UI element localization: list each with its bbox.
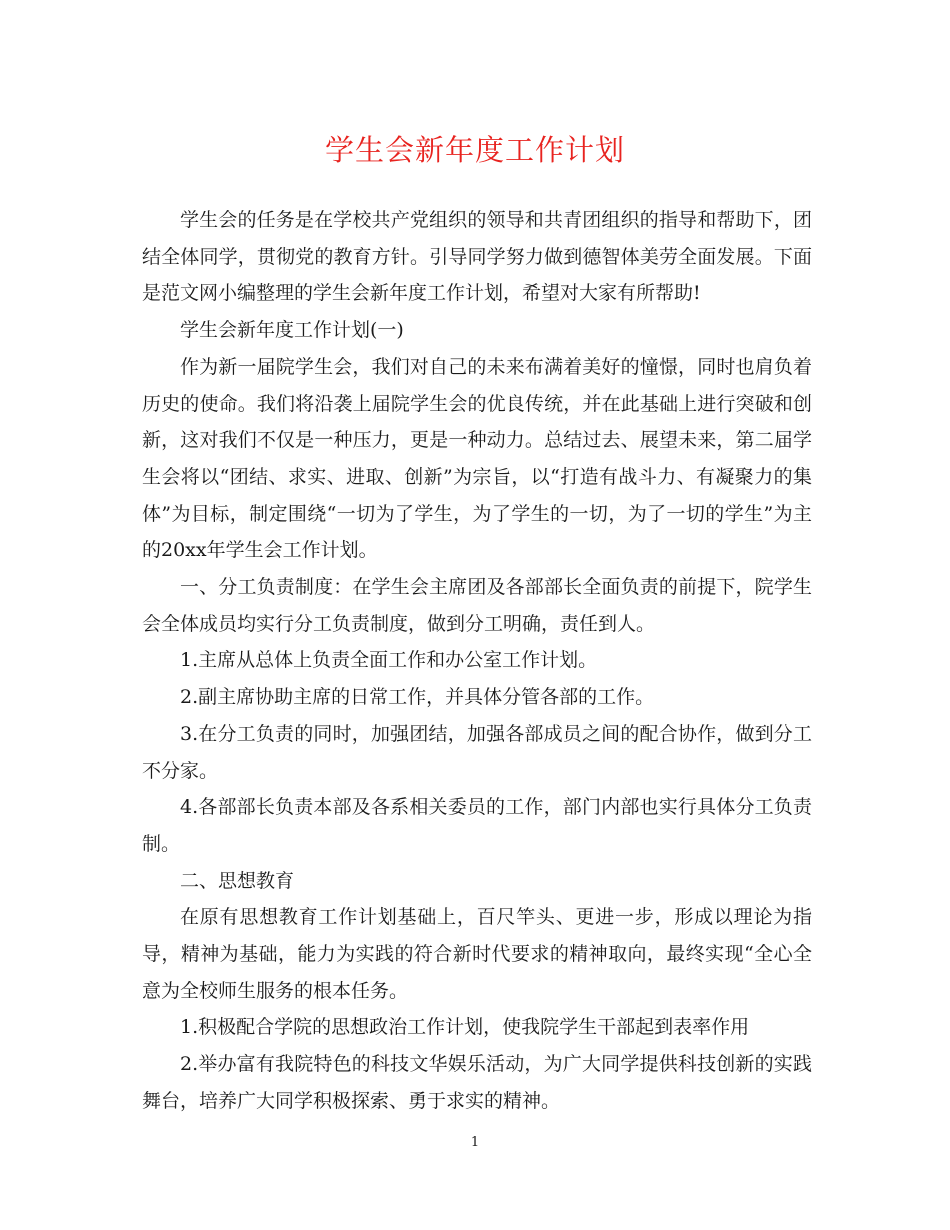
- list-item-2: 2.副主席协助主席的日常工作，并具体分管各部的工作。: [180, 686, 655, 709]
- list-item-3: 3.在分工负责的同时，加强团结，加强各部成员之间的配合协作，做到分工不分家。: [142, 722, 812, 782]
- section-heading-plan-one: 学生会新年度工作计划(一): [180, 319, 404, 342]
- list-item-6: 2.举办富有我院特色的科技文华娱乐活动，为广大同学提供科技创新的实践舞台，培养广大同学积极探索、勇于求实的精神。: [142, 1053, 812, 1112]
- page-number: 1: [470, 1135, 480, 1150]
- document-body: [142, 202, 812, 1120]
- paragraph-vision: 作为新一届院学生会，我们对自己的未来布满着美好的憧憬，同时也肩负着历史的使命。我们将沿袭上届院学生会的优良传统，并在此基础上进行突破和创新，这对我们不仅是一种压力，更是一种动力。总结过去、展望未来，第二届学生会将以“团结、求实、进取、创新”为宗旨，以“打造有战斗力、有凝聚力的集体”为目标，制定围绕“一切为了学生，为了学生的一切，为了一切的学生”为主的20xx年学生会工作计划。: [142, 355, 812, 562]
- list-item-4: 4.各部部长负责本部及各系相关委员的工作，部门内部也实行具体分工负责制。: [142, 796, 812, 855]
- section-heading-ideology: 二、思想教育: [180, 869, 295, 892]
- paragraph-ideology: 在原有思想教育工作计划基础上，百尺竿头、更进一步，形成以理论为指导，精神为基础，能力为实践的符合新时代要求的精神取向，最终实现“全心全意为全校师生服务的根本任务。: [142, 906, 812, 1002]
- list-item-1: 1.主席从总体上负责全面工作和办公室工作计划。: [180, 649, 598, 672]
- document-title: 学生会新年度工作计划: [324, 133, 625, 167]
- list-item-5: 1.积极配合学院的思想政治工作计划，使我院学生干部起到表率作用: [180, 1016, 750, 1039]
- paragraph-division-of-duties: 一、分工负责制度：在学生会主席团及各部部长全面负责的前提下，院学生会全体成员均实行分工负责制度，做到分工明确，责任到人。: [142, 576, 812, 635]
- paragraph-intro: 学生会的任务是在学校共产党组织的领导和共青团组织的指导和帮助下，团结全体同学，贯彻党的教育方针。引导同学努力做到德智体美劳全面发展。下面是范文网小编整理的学生会新年度工作计划，希望对大家有所帮助!: [142, 209, 812, 305]
